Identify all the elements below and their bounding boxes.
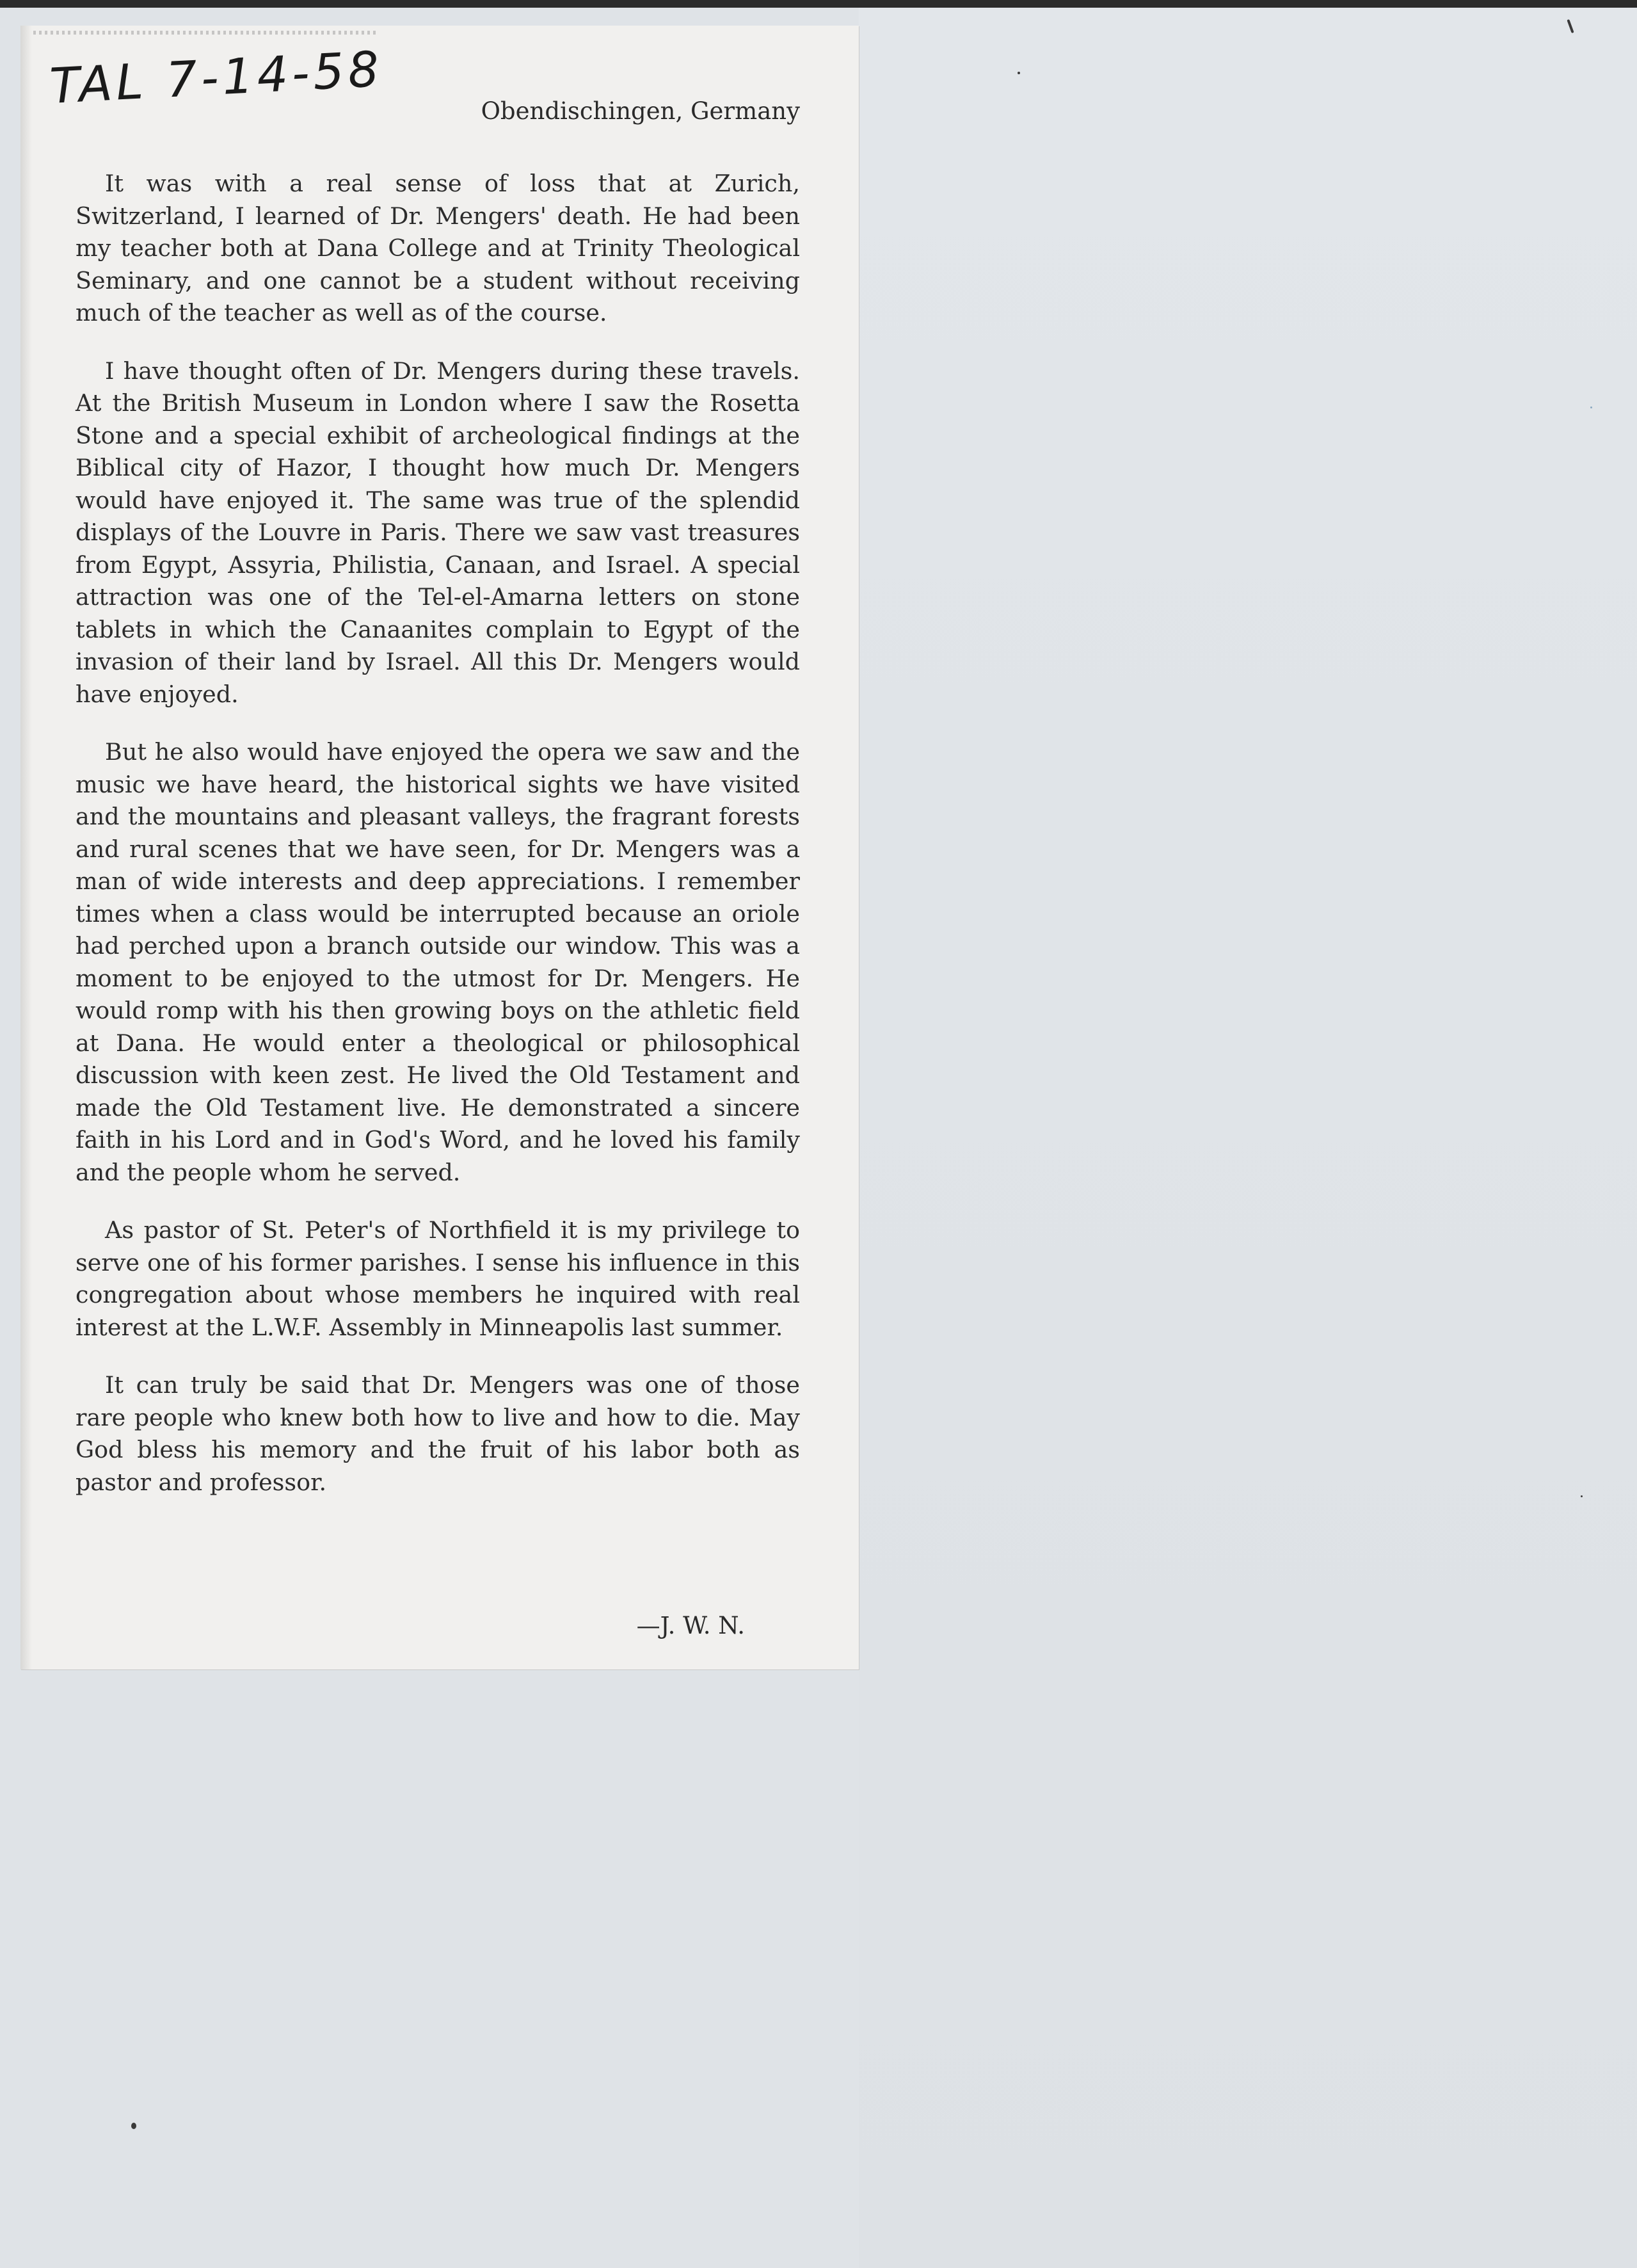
scanner-background xyxy=(859,8,1637,2268)
dust-speck xyxy=(1018,72,1020,74)
dust-speck xyxy=(1590,406,1592,408)
scanner-edge xyxy=(0,0,1637,8)
handwritten-note: TAL 7-14-58 xyxy=(48,40,385,115)
paragraph: It was with a real sense of loss that at Zurich, Switzerland, I learned of Dr. Mengers' death. He had been my teacher both at Dana College and at Trinity Theological Seminary, and one cannot be a student without receiving much of the teacher as well as of the course. xyxy=(76,170,800,326)
dust-speck xyxy=(1581,1495,1583,1497)
paragraph: As pastor of St. Peter's of Northfield it is my privilege to serve one of his former parishes. I sense his influence in this congregation about whose members he inquired with real interest at the L.W.F. Assembly in Minneapolis last summer. xyxy=(76,1216,800,1341)
paragraph: But he also would have enjoyed the opera we saw and the music we have heard, the historical sights we have visited and the mountains and pleasant valleys, the fragrant forests and rural scenes that we have seen, for Dr. Mengers was a man of wide interests and deep appreciations. I remember times when a class would be interrupted because an oriole had perched upon a branch outside our window. This was a moment to be enjoyed to the utmost for Dr. Mengers. He would romp with his then growing boys on the athletic field at Dana. He would enter a theological or philosophical discussion with keen zest. He lived the Old Testament and made the Old Testament live. He demonstrated a sincere faith in his Lord and in God's Word, and he loved his family and the people whom he served. xyxy=(76,738,800,1186)
paragraph: I have thought often of Dr. Mengers during these travels. At the British Museum in London where I saw the Rosetta Stone and a special exhibit of archeological findings at the Biblical city of Hazor, I thought how much Dr. Mengers would have enjoyed it. The same was true of the splendid displays of the Louvre in Paris. There we saw vast treasures from Egypt, Assyria, Philistia, Canaan, and Israel. A special attraction was one of the Tel-el-Amarna letters on stone tablets in which the Canaanites complain to Egypt of the invasion of their land by Israel. All this Dr. Mengers would have enjoyed. xyxy=(76,357,800,708)
dust-speck xyxy=(131,2123,136,2129)
author-initials: —J. W. N. xyxy=(636,1612,745,1639)
article-body xyxy=(76,168,800,1524)
paragraph: It can truly be said that Dr. Mengers was one of those rare people who knew both how to live and how to die. May God bless his memory and the fruit of his labor both as pastor and professor. xyxy=(76,1371,800,1496)
dateline: Obendischingen, Germany xyxy=(481,97,800,125)
newspaper-clipping xyxy=(20,26,859,1669)
